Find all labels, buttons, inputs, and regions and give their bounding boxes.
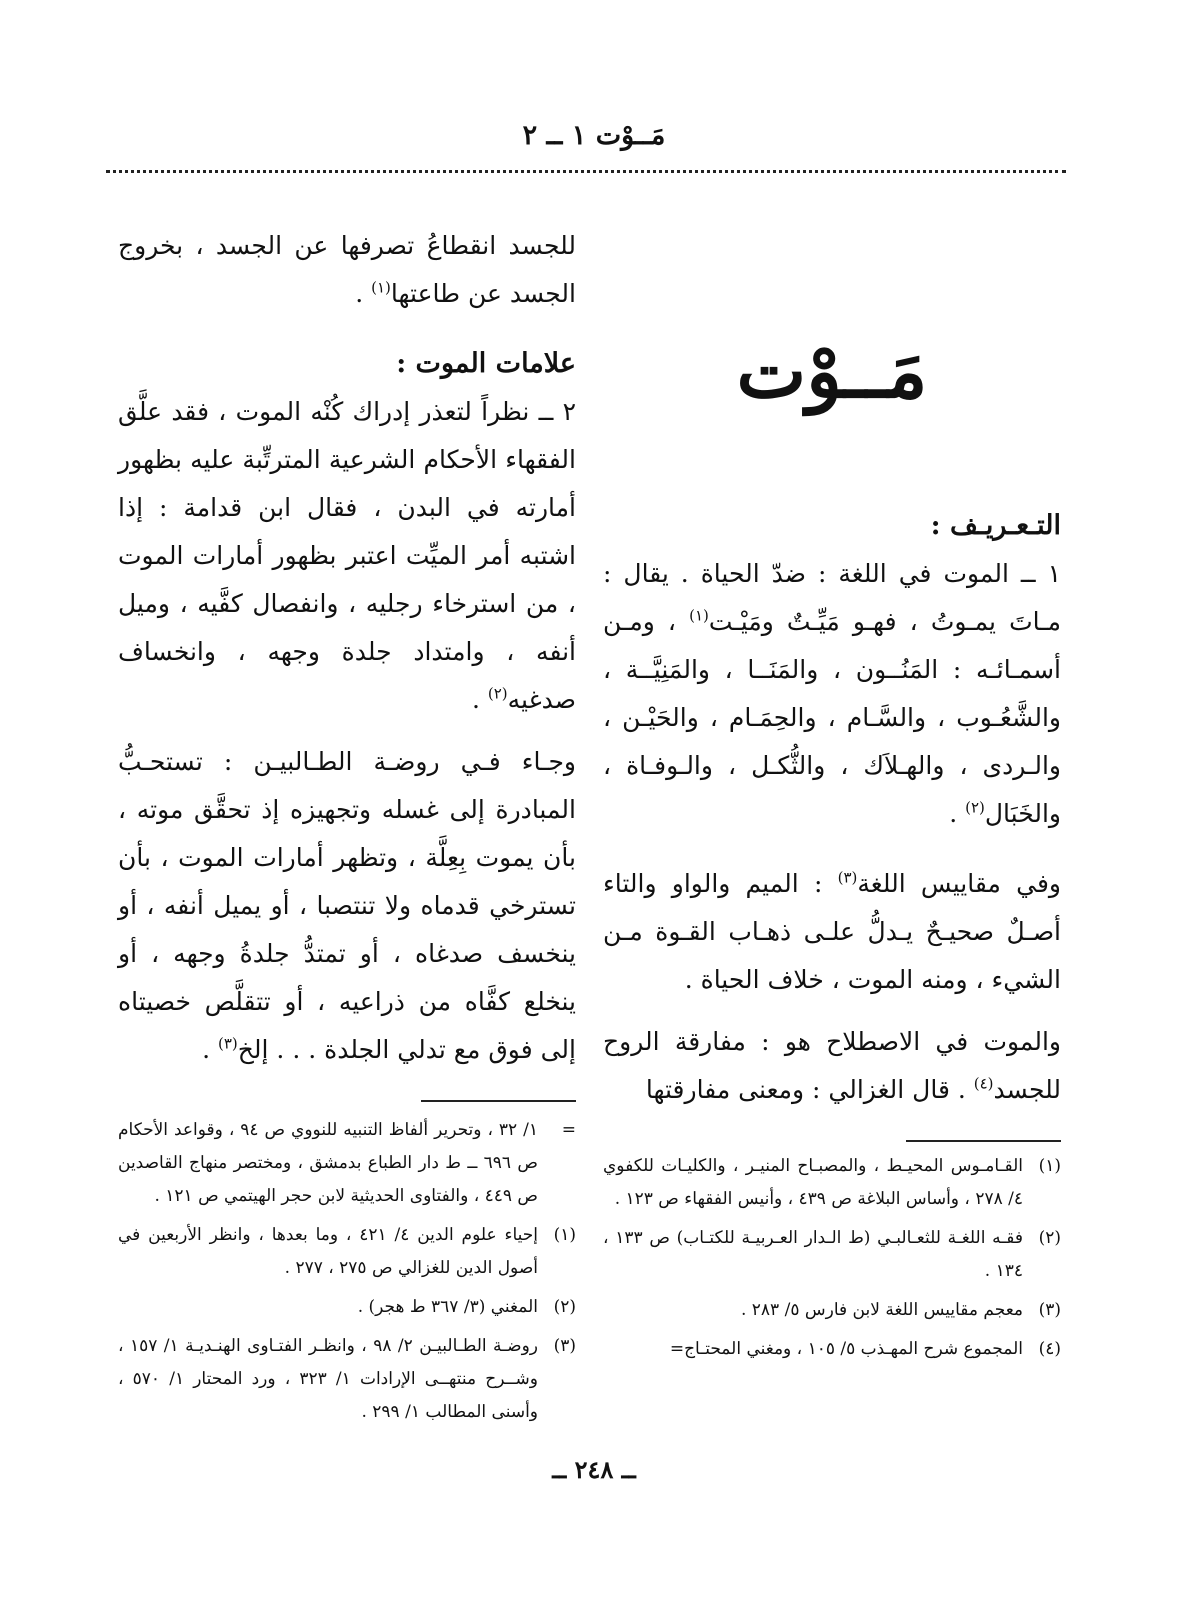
running-head: مَــوْت ١ ــ ٢ <box>522 120 666 151</box>
footnote-item <box>118 1330 576 1429</box>
footnote-mark: = <box>561 1120 576 1140</box>
section-heading-definition: التـعـريـف : <box>930 510 1061 541</box>
footnote-text: المغني (٣/ ٣٦٧ ط هجر) . <box>357 1297 538 1317</box>
paragraph-1-end: . <box>949 799 966 828</box>
footnotes-left <box>118 1114 576 1429</box>
footnote-text: القـامـوس المحيـط ، والمصبـاح المنيـر ، والكليـات للكفوي ٤/ ٢٧٨ ، وأساس البلاغة ص ٤٣٩ ، وأنيس الفقهاء ص ١٢٣ . <box>603 1156 1023 1209</box>
footnote-ref[interactable]: (٢) <box>487 684 508 703</box>
footnote-text: إحياء علوم الدين ٤/ ٤٢١ ، وما بعدها ، وانظر الأربعين في أصول الدين للغزالي ص ٢٧٥ ، ٢٧٧ . <box>118 1225 538 1278</box>
footnote-mark: (٣) <box>553 1336 576 1356</box>
paragraph-1-text: ١ ــ الموت في اللغة : ضدّ الحياة . يقال : مـاتَ يمـوتُ ، فهـو مَيِّـتٌ ومَيْـت <box>603 559 1062 636</box>
paragraph-1 <box>603 550 1061 838</box>
page-number: ــ ٢٤٨ ــ <box>552 1455 636 1484</box>
footnote-text: المجموع شرح المهـذب ٥/ ١٠٥ ، ومغني المحتـاج= <box>669 1339 1023 1359</box>
footnote-mark: (٣) <box>1038 1300 1061 1320</box>
footnote-mark: (٢) <box>553 1297 576 1317</box>
paragraph-2-text: وفي مقاييس اللغة <box>857 869 1061 898</box>
paragraph-1-text-cont: ، ومـن أسمـائـه : المَنُــون ، والمَنَــا ، والمَنِيَّــة ، والشَّعُـوب ، والسَّـام ، والحِمَـام ، والحَيْـن ، والـردى ، والهـلاَك ، والثُّكـل ، والـوفـاة ، والخَبَال <box>603 607 1061 828</box>
paragraph-4-end: . <box>471 685 488 714</box>
paragraph-2-text-cont: : الميم والواو والتاء أصـلٌ صحيـحٌ يـدلُّ علـى ذهـاب القـوة مـن الشيء ، ومنه الموت ، خلاف الحياة . <box>603 869 1061 994</box>
footnote-divider <box>906 1140 1061 1142</box>
paragraph-5-end: . <box>202 1035 218 1064</box>
paragraph-3-text: والموت في الاصطلاح هو : مفارقة الروح للجسد <box>603 1027 1061 1104</box>
paragraph-3-text-cont: . قال الغزالي : ومعنى مفارقتها <box>645 1075 974 1104</box>
footnote-item <box>118 1291 576 1324</box>
footnote-mark: (١) <box>1038 1156 1061 1176</box>
right-column <box>603 222 1061 1372</box>
footnote-mark: (٢) <box>1038 1228 1061 1248</box>
footnote-ref[interactable]: (٤) <box>973 1074 994 1093</box>
footnote-text: فقـه اللغـة للثعـالبـي (ط الـدار العـربيـة للكتـاب) ص ١٣٣ ، ١٣٤ . <box>603 1228 1024 1281</box>
footnote-ref[interactable]: (١) <box>371 278 391 297</box>
footnote-item <box>603 1333 1061 1366</box>
footnote-text: معجم مقاييس اللغة لابن فارس ٥/ ٢٨٣ . <box>740 1300 1023 1320</box>
footnote-item <box>603 1150 1061 1216</box>
paragraph-2 <box>603 860 1061 1004</box>
paragraph-continued <box>118 222 576 318</box>
footnote-ref[interactable]: (٣) <box>218 1034 238 1053</box>
paragraph-5 <box>118 738 576 1074</box>
footnote-mark: (٤) <box>1038 1339 1061 1359</box>
paragraph-5-text: وجـاء فـي روضـة الطـالبيـن : تستحـبُّ المبادرة إلى غسله وتجهيزه إذ تحقَّق موته ، بأن يموت بِعِلَّة ، وتظهر أمارات الموت ، بأن تسترخي قدماه ولا تنتصبا ، أو يميل أنفه ، أو ينخسف صدغاه ، أو تمتدُّ جلدةُ وجهه ، أو ينخلع كفَّاه من ذراعيه ، أو تتقلَّص خصيتاه إلى فوق مع تدلي الجلدة . . . إلخ <box>118 747 576 1064</box>
footnote-mark: (١) <box>553 1225 576 1245</box>
footnotes-right <box>603 1150 1061 1366</box>
footnote-text: روضـة الطـالبيـن ٢/ ٩٨ ، وانظـر الفتـاوى الهنـديـة ١/ ١٥٧ ، وشــرح منتهــى الإرادات ١/ ٣٢٣ ، ورد المحتار ١/ ٥٧٠ ، وأسنى المطالب ١/ ٢٩٩ . <box>118 1336 539 1422</box>
footnote-item <box>118 1114 576 1213</box>
footnote-item <box>603 1222 1061 1288</box>
entry-title: مَــوْت <box>736 329 928 415</box>
footnote-ref[interactable]: (٣) <box>837 868 858 887</box>
footnote-item <box>603 1294 1061 1327</box>
left-column <box>118 222 576 1435</box>
footnote-text: ١/ ٣٢ ، وتحرير ألفاظ التنبيه للنووي ص ٩٤ ، وقواعد الأحكام ص ٦٩٦ ــ ط دار الطباع بدمشق ، ومختصر منهاج القاصدين ص ٤٤٩ ، والفتاوى الحديثية لابن حجر الهيتمي ص ١٢١ . <box>118 1120 538 1206</box>
paragraph-continued-end: . <box>355 279 372 308</box>
footnote-ref[interactable]: (٢) <box>965 798 985 817</box>
header-divider <box>106 170 1066 173</box>
paragraph-4 <box>118 388 576 724</box>
paragraph-3 <box>603 1018 1061 1114</box>
footnote-item <box>118 1219 576 1285</box>
footnote-divider <box>421 1100 576 1102</box>
footnote-ref[interactable]: (١) <box>689 606 709 625</box>
section-heading-signs: علامات الموت : <box>396 348 576 379</box>
paragraph-continued-text: للجسد انقطاعُ تصرفها عن الجسد ، بخروج الجسد عن طاعتها <box>118 231 576 308</box>
paragraph-4-text: ٢ ــ نظراً لتعذر إدراك كُنْه الموت ، فقد علَّق الفقهاء الأحكام الشرعية المترتِّبة عليه بظهور أمارته في البدن ، فقال ابن قدامة : إذا اشتبه أمر الميِّت اعتبر بظهور أمارات الموت ، من استرخاء رجليه ، وانفصال كفَّيه ، وميل أنفه ، وامتداد جلدة وجهه ، وانخساف صدغيه <box>118 397 576 714</box>
